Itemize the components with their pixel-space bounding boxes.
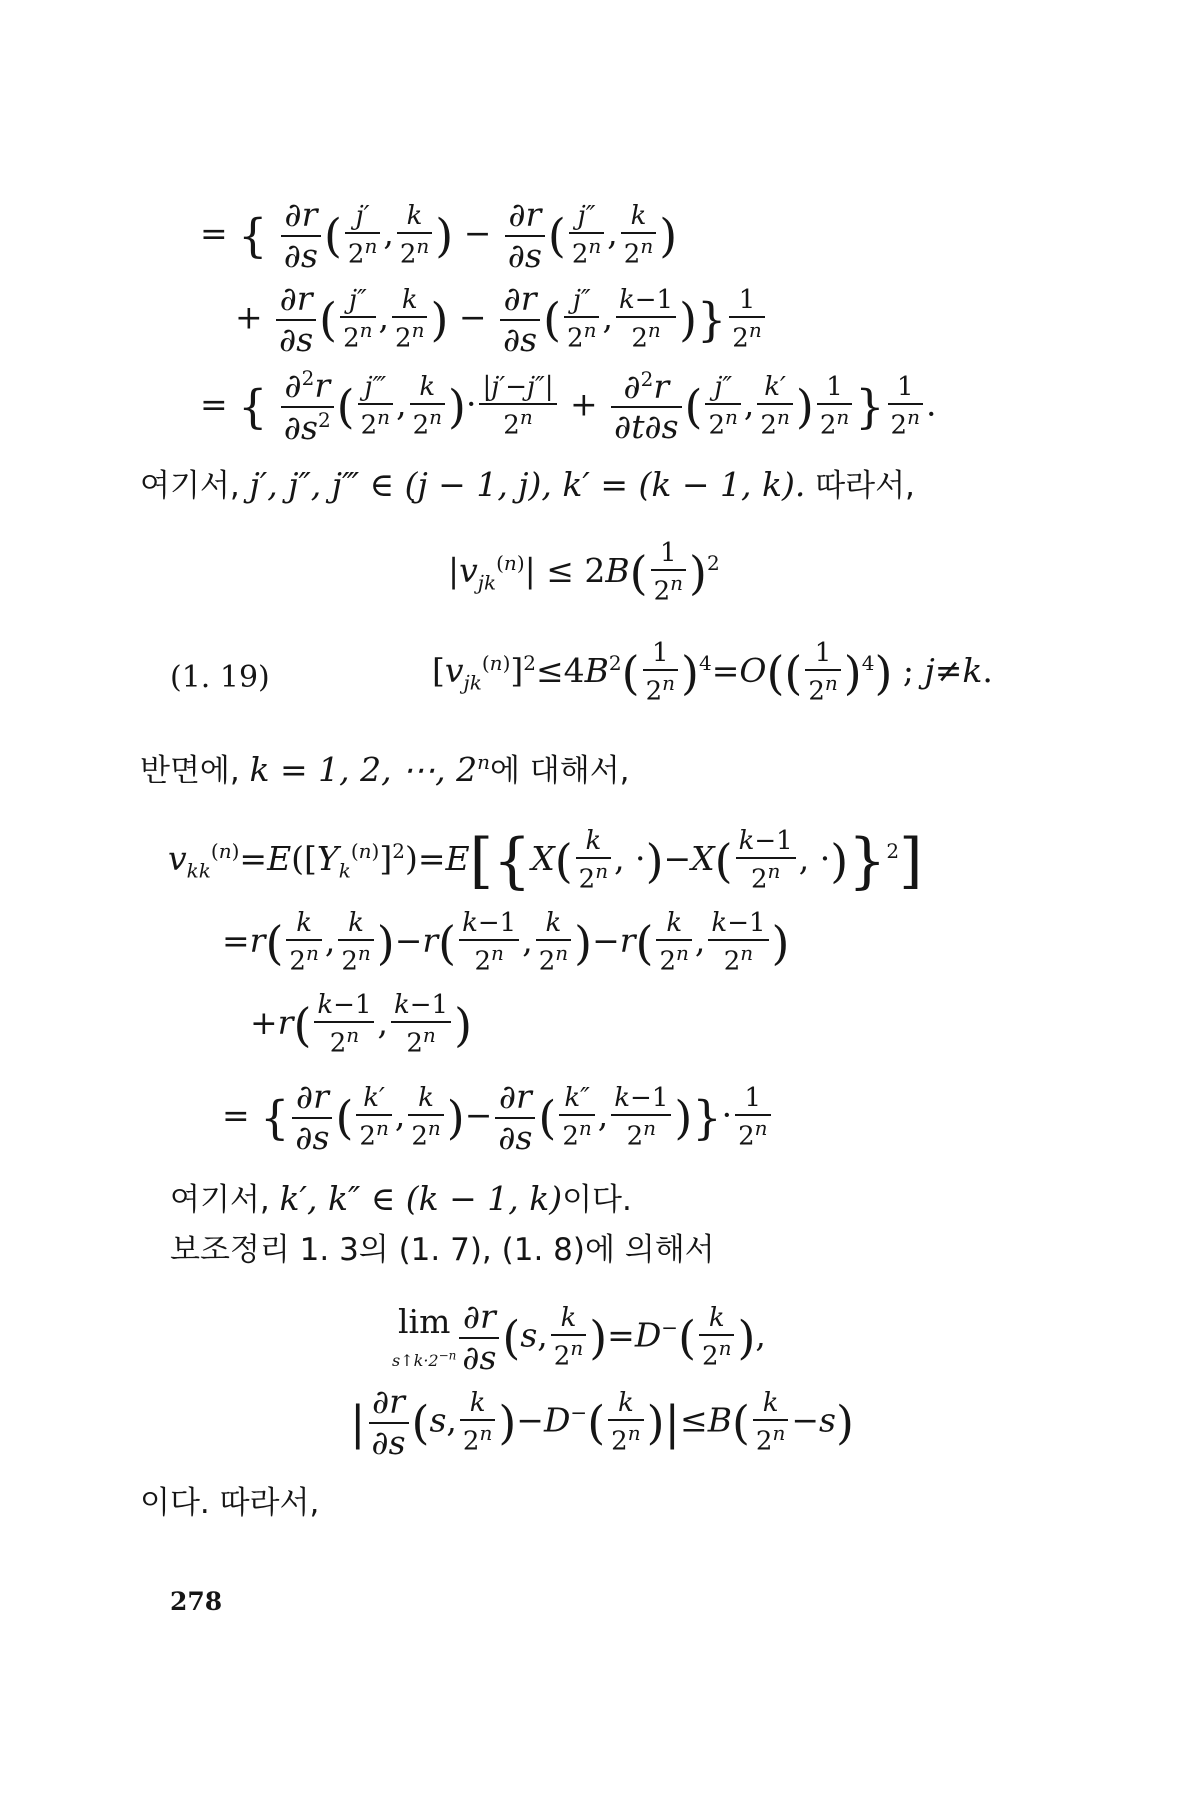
equation-bound: | $\frac{\partial r}{\partial s}$ (s, $\frac{k}{2^n}$ )−D−( $\frac{k}{2^n}$ )|≤B( $\frac{k}{2^n}$ −s) (350, 1382, 854, 1462)
equation-line-3: = { $\frac{\partial^2r}{\partial s^2}$ ( $\frac{j‴}{2^n}$ , $\frac{k}{2^n}$ )· $\frac{|j'-j''|}{2^n}$ + $\frac{\partial^2r}{\partial t\partial s}$ ( $\frac{j''}{2^n}$ , $\frac{k'}{2^n}$ ) $\frac{1}{2^n}$ } $\frac{1}{2^n}$ . (200, 366, 937, 447)
equation-1-19: $[v_{jk}^{(n)}]^2\le 4B^2$( $\frac{1}{2^n}$ )$^4$=O(( $\frac{1}{2^n}$ )$^4$) ; j≠k. (432, 638, 993, 707)
text-line-3: 여기서, k′, k″ ∈ (k − 1, k)이다. (170, 1179, 632, 1218)
equation-limit: lim $s↑k\cdot 2^{-n}$ $\frac{\partial r}{\partial s}$ (s, $\frac{k}{2^n}$ )=D−( $\frac{k}{2^n}$ ), (392, 1297, 766, 1377)
equation-r-expansion-2: +r( $\frac{k-1}{2^n}$ , $\frac{k-1}{2^n}$ ) (250, 990, 473, 1059)
equation-r-expansion-1: =r( $\frac{k}{2^n}$ , $\frac{k}{2^n}$ )−r( $\frac{k-1}{2^n}$ , $\frac{k}{2^n}$ )−r( $\frac{k}{2^n}$ , $\frac{k-1}{2^n}$ ) (222, 908, 790, 977)
equation-number-1-19: (1. 19) (170, 660, 270, 695)
equation-r-derivative: = { $\frac{\partial r}{\partial s}$ ( $\frac{k'}{2^n}$ , $\frac{k}{2^n}$ )− $\frac{\partial r}{\partial s}$ ( $\frac{k''}{2^n}$ , $\frac{k-1}{2^n}$ )}· $\frac{1}{2^n}$ (222, 1080, 774, 1155)
page-number: 278 (170, 1587, 223, 1616)
text-line-5: 이다. 따라서, (140, 1485, 320, 1521)
equation-line-1: = { $\frac{\partial r}{\partial s}$ ( $\frac{j'}{2^n}$ , $\frac{k}{2^n}$ ) − $\frac{\partial r}{\partial s}$ ( $\frac{j''}{2^n}$ , $\frac{k}{2^n}$ ) (200, 195, 678, 275)
equation-line-2: + $\frac{\partial r}{\partial s}$ ( $\frac{j''}{2^n}$ , $\frac{k}{2^n}$ ) − $\frac{\partial r}{\partial s}$ ( $\frac{j''}{2^n}$ , $\frac{k-1}{2^n}$ )} $\frac{1}{2^n}$ (235, 282, 768, 357)
text-line-2: 반면에, k = 1, 2, ⋯, 2$^n$에 대해서, (140, 750, 630, 789)
equation-v-kk: $v_{kk}^{(n)}=E([Y_k^{(n)}]^2)=E[\{X$( $\frac{k}{2^n}$ , ·)−X( $\frac{k-1}{2^n}$ , ·)}$^2$] (168, 826, 923, 897)
inequality-v-jk: $|v_{jk}^{(n)}| \le 2B$( $\frac{1}{2^n}$ )$^2$ (448, 538, 720, 607)
text-line-4: 보조정리 1. 3의 (1. 7), (1. 8)에 의해서 (170, 1232, 715, 1268)
text-line-1: 여기서, j′, j″, j‴ ∈ (j − 1, j), k′ = (k − 1, k). 따라서, (140, 465, 915, 504)
